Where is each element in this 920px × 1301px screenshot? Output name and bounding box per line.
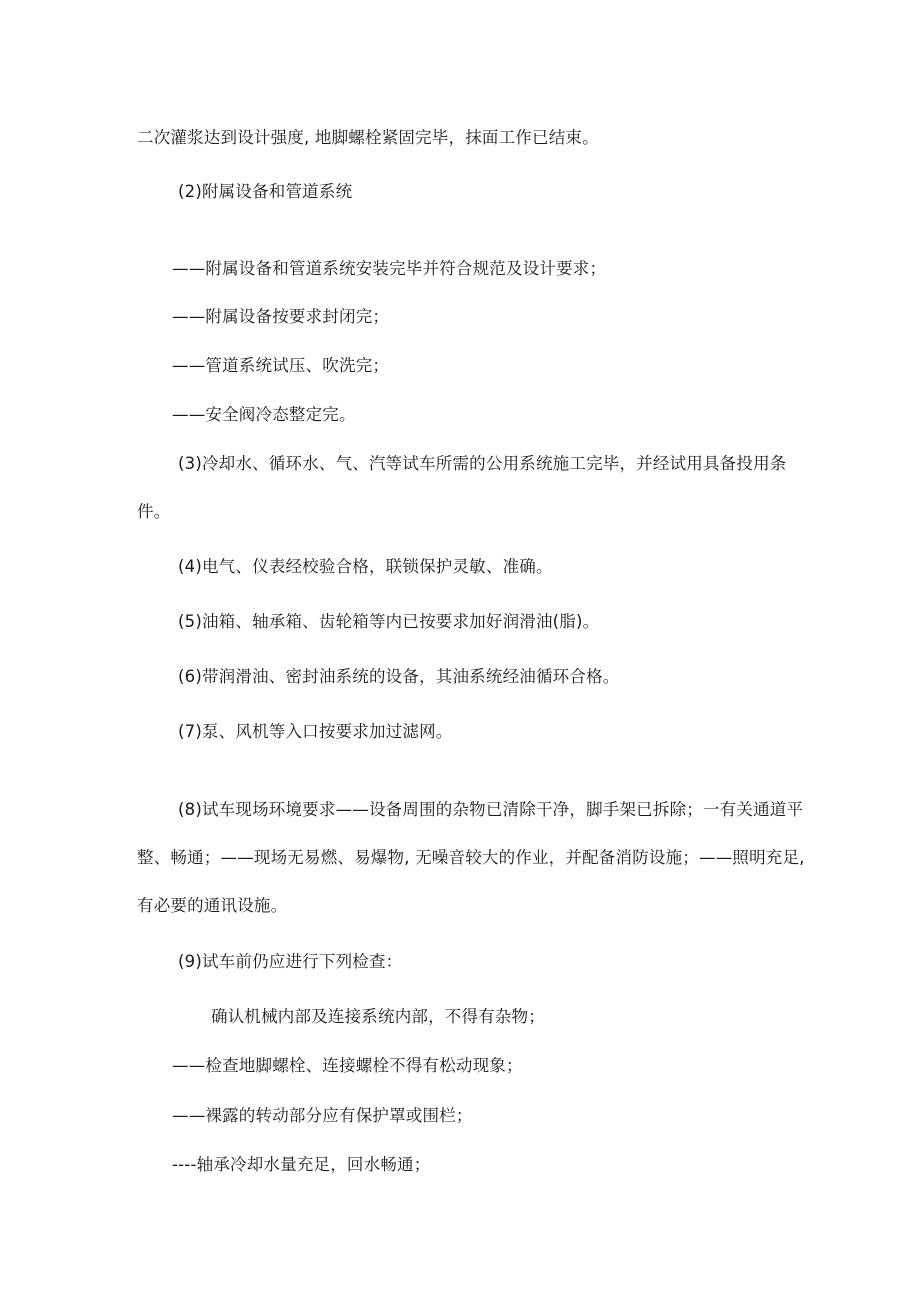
paragraph-line: 有必要的通讯设施。 — [137, 896, 288, 915]
list-item: ——管道系统试压、吹洗完； — [172, 356, 390, 375]
paragraph-line: (5)油箱、轴承箱、齿轮箱等内已按要求加好润滑油(脂)。 — [178, 612, 600, 631]
list-item: 确认机械内部及连接系统内部，不得有杂物； — [211, 1007, 545, 1026]
paragraph-line: (7)泵、风机等入口按要求加过滤网。 — [178, 722, 453, 741]
paragraph-line: (3)冷却水、循环水、气、汽等试车所需的公用系统施工完毕，并经试用具备投用条 — [178, 454, 787, 473]
paragraph-line: (6)带润滑油、密封油系统的设备，其油系统经油循环合格。 — [178, 667, 620, 686]
paragraph-line: (8)试车现场环境要求——设备周围的杂物已清除干净，脚手架已拆除；一有关通道平 — [178, 800, 804, 819]
list-item: ——裸露的转动部分应有保护罩或围栏； — [172, 1106, 473, 1125]
section-heading: (2)附属设备和管道系统 — [178, 182, 353, 201]
list-item: ——检查地脚螺栓、连接螺栓不得有松动现象； — [172, 1056, 523, 1075]
section-heading: (9)试车前仍应进行下列检查： — [178, 952, 403, 971]
list-item: ——附属设备按要求封闭完； — [172, 307, 390, 326]
paragraph-line: 件。 — [137, 502, 171, 521]
paragraph-line: (4)电气、仪表经校验合格，联锁保护灵敏、准确。 — [178, 557, 553, 576]
list-item: ——附属设备和管道系统安装完毕并符合规范及设计要求； — [172, 259, 607, 278]
list-item: ----轴承冷却水量充足，回水畅通； — [172, 1155, 431, 1174]
paragraph-line: 二次灌浆达到设计强度, 地脚螺栓紧固完毕，抹面工作已结束。 — [137, 128, 599, 147]
paragraph-line: 整、畅通；——现场无易燃、易爆物, 无噪音较大的作业，并配备消防设施；——照明充足, — [137, 848, 805, 867]
list-item: ——安全阀冷态整定完。 — [172, 405, 356, 424]
